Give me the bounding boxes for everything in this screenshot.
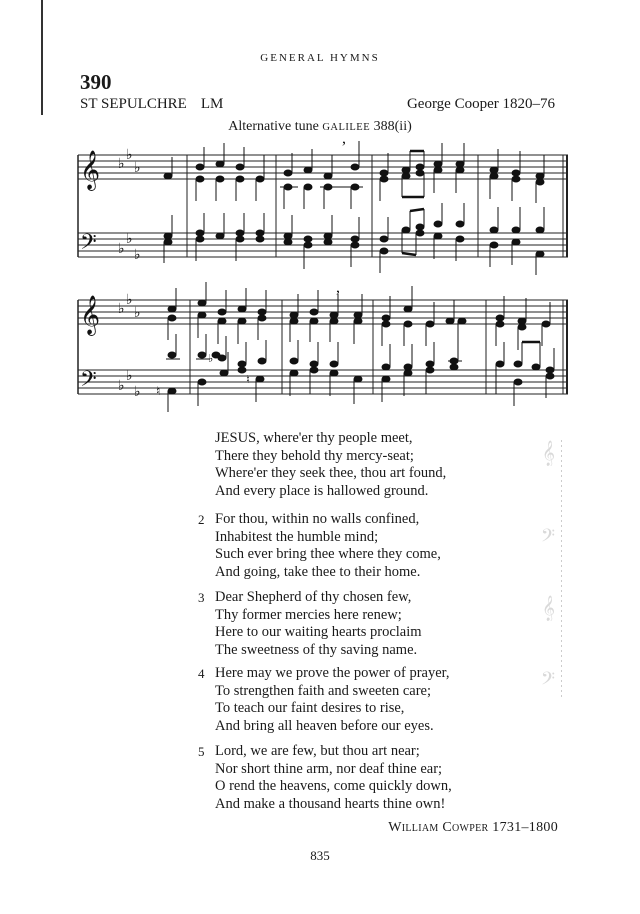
show-through-staff-edge: [561, 440, 562, 700]
author-credit: [388, 820, 558, 836]
page-number: 835: [310, 848, 330, 863]
svg-text:♭: ♭: [134, 384, 141, 400]
score-system-2: [70, 282, 580, 417]
alt-tune-prefix: Alternative tune: [228, 119, 319, 134]
verse-line: And make a thousand hearts thine own!: [215, 795, 446, 812]
verse-line: Where'er they seek thee, thou art found,: [215, 465, 447, 481]
key-signature-flats: [118, 147, 141, 263]
svg-text:♮: ♮: [156, 384, 161, 398]
verse-2: [198, 511, 441, 581]
svg-text:♭: ♭: [134, 160, 141, 176]
author-name: William Cowper: [388, 820, 489, 835]
tune-meter: LM: [200, 96, 224, 112]
verse-line: Lord, we are few, but thou art near;: [215, 743, 420, 759]
verse-4: [198, 665, 450, 735]
svg-text:♭: ♭: [126, 292, 133, 308]
svg-text:♭: ♭: [208, 353, 214, 365]
verse-line: For thou, within no walls confined,: [215, 511, 420, 527]
treble-clef-icon: 𝄞: [80, 150, 101, 190]
treble-clef-icon: 𝄞: [80, 295, 101, 335]
verse-line: O rend the heavens, come quickly down,: [215, 778, 452, 794]
verse-line: Nor short thine arm, nor deaf thine ear;: [215, 760, 443, 777]
bass-clef-icon: 𝄢: [80, 367, 97, 397]
verse-number: 4: [198, 666, 205, 681]
svg-text:♭: ♭: [134, 247, 141, 263]
verse-line: Thy former mercies here renew;: [215, 606, 402, 623]
svg-text:♭: ♭: [126, 368, 133, 384]
alt-tune-ref: 388(ii): [373, 119, 412, 134]
verse-line: And going, take thee to their home.: [215, 563, 421, 580]
tune-heading: [80, 96, 223, 113]
verse-line: Such ever bring thee where they come,: [215, 546, 441, 562]
svg-text:♭: ♭: [118, 301, 125, 317]
author-dates: 1731–1800: [492, 820, 558, 835]
verse-line: There they behold thy mercy-seat;: [215, 447, 414, 464]
verse-line: JESUS, where'er thy people meet,: [215, 430, 413, 446]
verse-number: 5: [198, 744, 205, 759]
show-through-treble-clef-icon: 𝄞: [541, 440, 555, 465]
verse-line: Here to our waiting hearts proclaim: [215, 624, 422, 640]
running-head: GENERAL HYMNS: [260, 52, 380, 64]
svg-text:♭: ♭: [126, 231, 133, 247]
verse-number: 3: [198, 590, 205, 605]
verse-5: [198, 743, 452, 813]
music-system-2: [70, 282, 580, 417]
show-through-bass-clef-icon: 𝄢: [540, 668, 555, 693]
verse-number: 2: [198, 512, 205, 527]
verse-line: The sweetness of thy saving name.: [215, 641, 418, 658]
verse-1: [215, 430, 446, 500]
verse-line: And bring all heaven before our eyes.: [215, 717, 434, 734]
svg-text:♭: ♭: [118, 156, 125, 172]
verse-line: Inhabitest the humble mind;: [215, 528, 379, 545]
score-system-1: [70, 135, 580, 280]
breath-mark-icon: ,: [342, 135, 346, 147]
verse-line: Here may we prove the power of prayer,: [215, 665, 450, 681]
svg-text:♭: ♭: [118, 378, 125, 394]
tune-name: ST SEPULCHRE: [80, 96, 187, 112]
verse-line: Dear Shepherd of thy chosen few,: [215, 589, 412, 605]
music-system-1: [70, 135, 580, 280]
svg-text:♭: ♭: [118, 241, 125, 257]
verse-line: To strengthen faith and sweeten care;: [215, 682, 431, 699]
show-through-treble-clef-icon: 𝄞: [541, 595, 555, 620]
show-through-bass-clef-icon: 𝄢: [540, 525, 555, 550]
key-signature-flats: [118, 292, 141, 400]
hymn-number: 390: [80, 70, 112, 94]
alternative-tune-note: [0, 119, 640, 135]
alt-tune-name: GALILEE: [322, 122, 371, 133]
composer-credit: George Cooper 1820–76: [406, 96, 555, 112]
svg-text:♭: ♭: [134, 305, 141, 321]
svg-text:♮: ♮: [246, 374, 250, 386]
verse-line: To teach our faint desires to rise,: [215, 700, 405, 716]
verse-3: [198, 589, 422, 659]
notes-system-2: [156, 282, 554, 412]
breath-mark-icon: ,: [336, 282, 340, 296]
svg-text:♭: ♭: [126, 147, 133, 163]
bass-clef-icon: 𝄢: [80, 230, 97, 260]
verse-line: And every place is hallowed ground.: [215, 482, 429, 499]
